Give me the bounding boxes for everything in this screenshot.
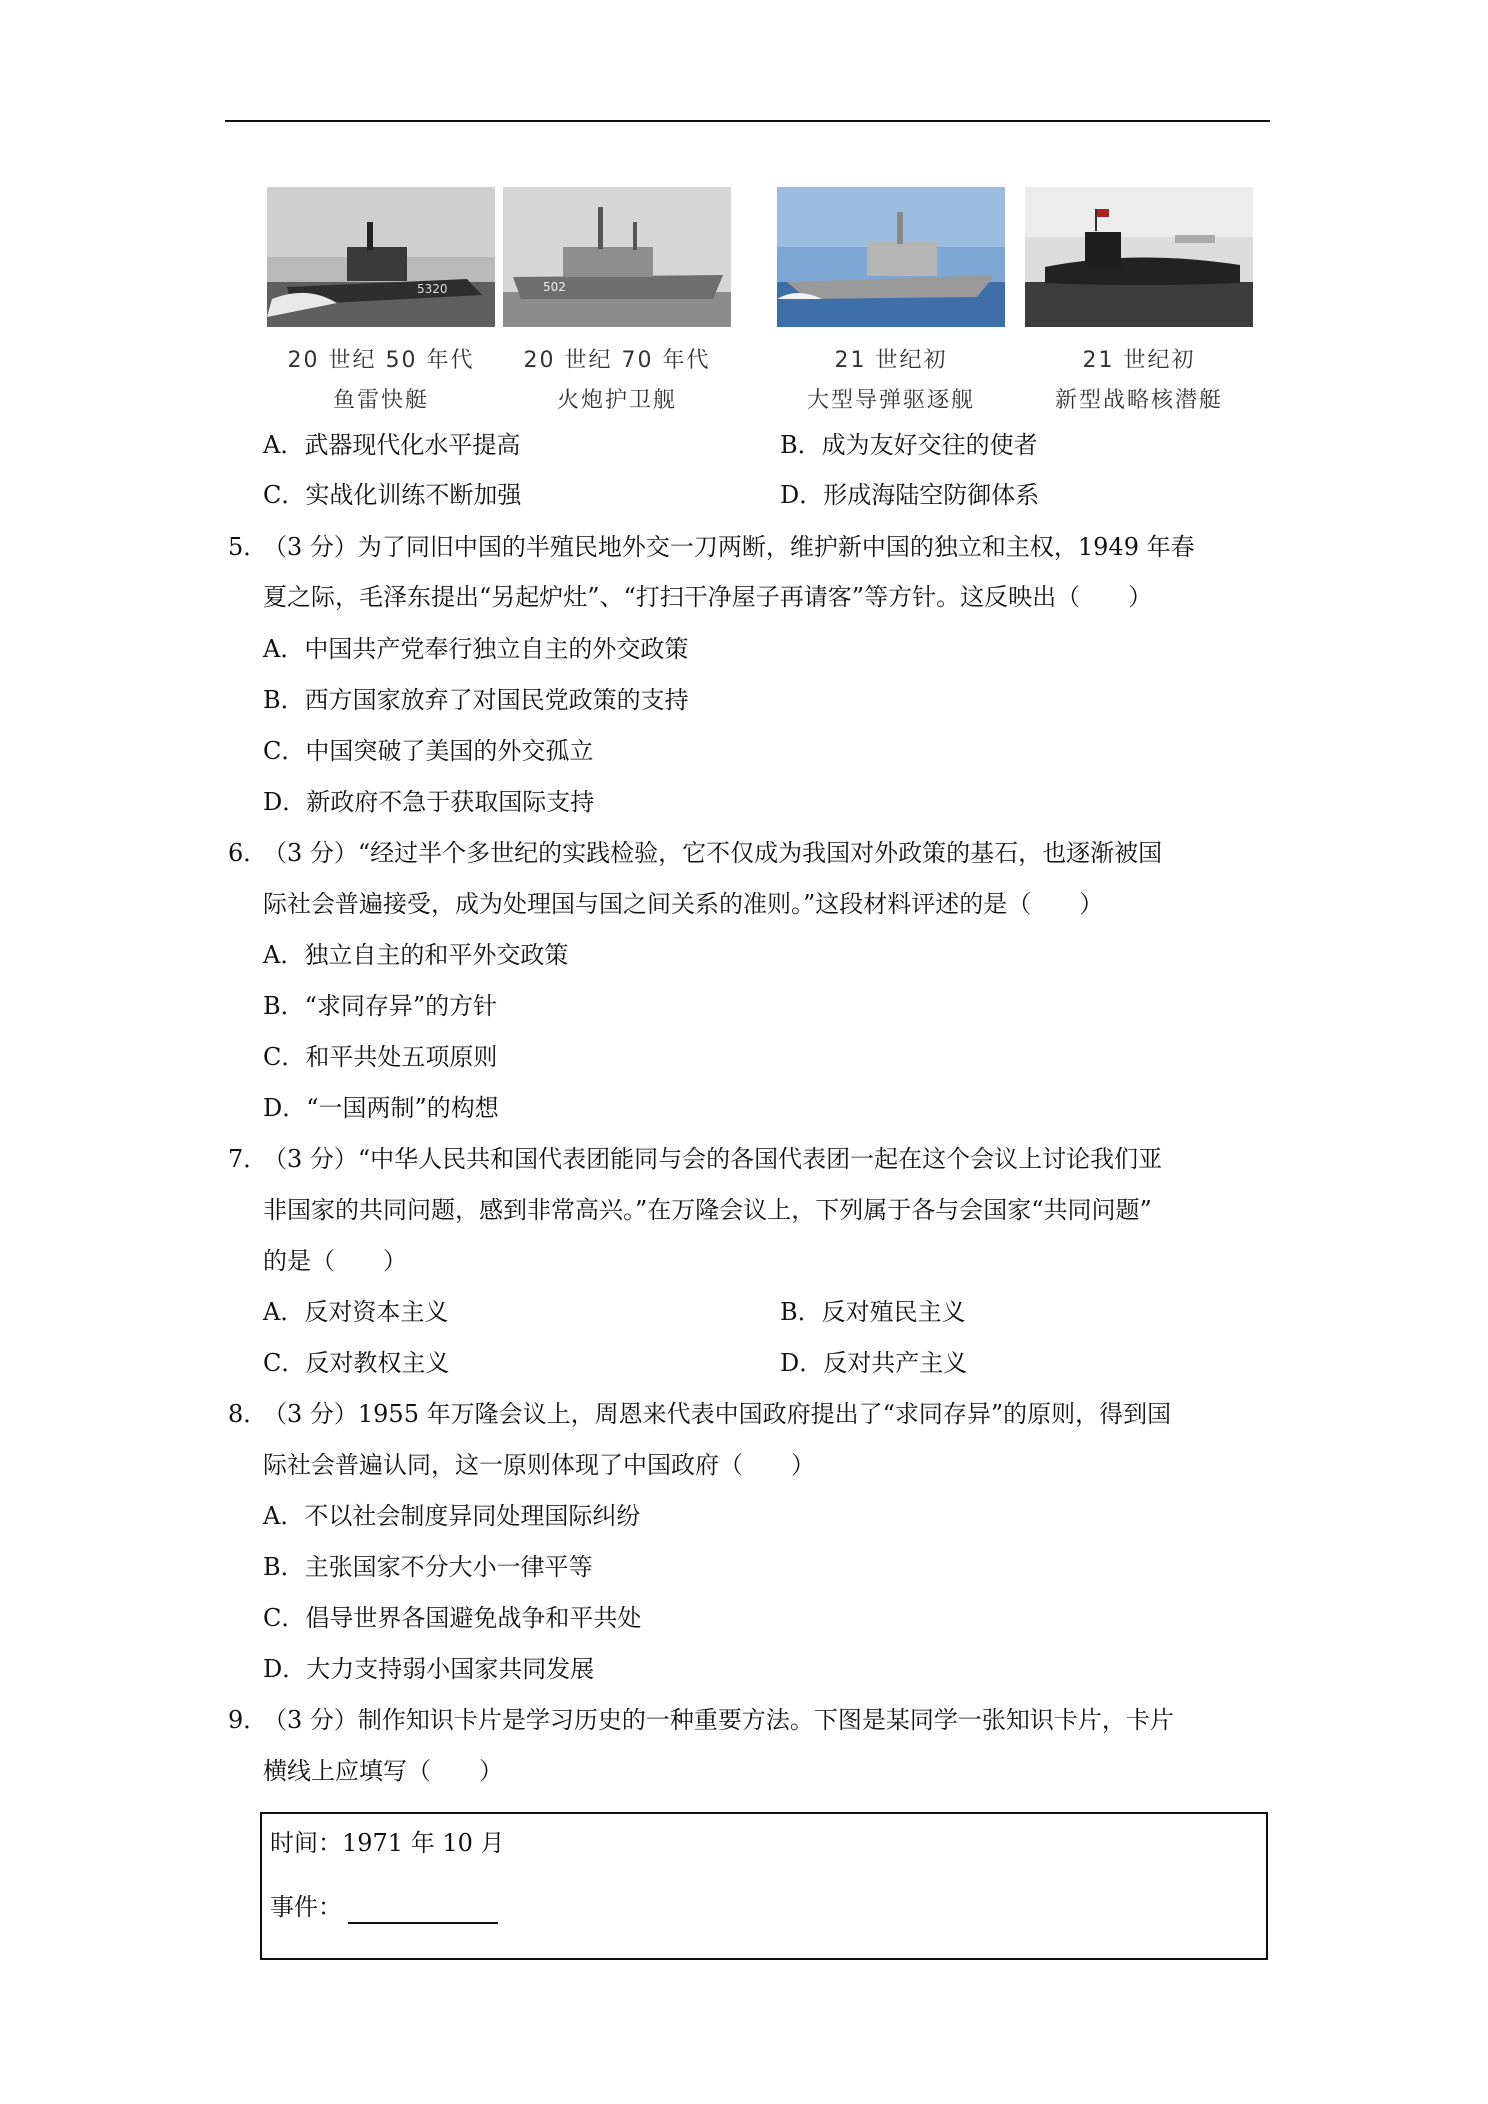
- q7-stem-line3: 的是（ ）: [263, 1247, 407, 1275]
- q6-option-d[interactable]: D．“一国两制”的构想: [263, 1094, 499, 1122]
- knowledge-card: [260, 1812, 1268, 1960]
- frigate-photo: [503, 187, 731, 327]
- photo-caption-type: 鱼雷快艇: [332, 388, 429, 413]
- q5-stem-line1: （3 分）为了同旧中国的半殖民地外交一刀两断，维护新中国的独立和主权，1949 年春: [263, 533, 1195, 561]
- photo-card-destroyer: [773, 183, 1019, 415]
- hull-number: 5320: [417, 282, 448, 296]
- card-event-label: 事件：: [270, 1893, 342, 1921]
- q6-option-a[interactable]: A．独立自主的和平外交政策: [263, 941, 569, 969]
- q8-option-c[interactable]: C．倡导世界各国避免战争和平共处: [263, 1604, 642, 1632]
- q8-option-d[interactable]: D．大力支持弱小国家共同发展: [263, 1655, 595, 1683]
- photo-caption-era: 21 世纪初: [834, 348, 948, 373]
- q7-number: 7．: [228, 1145, 268, 1173]
- photo-caption-era: 21 世纪初: [1082, 348, 1196, 373]
- q7-option-d[interactable]: D．反对共产主义: [780, 1349, 968, 1377]
- q6-number: 6．: [228, 839, 268, 867]
- warship-photo-strip: [263, 183, 1283, 415]
- q8-number: 8．: [228, 1400, 268, 1428]
- q8-stem-line2: 际社会普遍认同，这一原则体现了中国政府（ ）: [263, 1451, 815, 1479]
- photo-card-torpedo-boat: [263, 183, 509, 415]
- q5-option-a[interactable]: A．中国共产党奉行独立自主的外交政策: [263, 635, 689, 663]
- q9-number: 9．: [228, 1706, 268, 1734]
- q7-option-c[interactable]: C．反对教权主义: [263, 1349, 450, 1377]
- photo-caption-type: 火炮护卫舰: [556, 388, 677, 413]
- q7-option-a[interactable]: A．反对资本主义: [263, 1298, 449, 1326]
- q4-option-d[interactable]: D．形成海陆空防御体系: [780, 481, 1040, 509]
- q4-option-a[interactable]: A．武器现代化水平提高: [263, 431, 521, 459]
- q4-option-b[interactable]: B．成为友好交往的使者: [780, 431, 1038, 459]
- torpedo-boat-photo: [267, 187, 495, 327]
- q6-option-b[interactable]: B．“求同存异”的方针: [263, 992, 498, 1020]
- q6-stem-line1: （3 分）“经过半个多世纪的实践检验，它不仅成为我国对外政策的基石，也逐渐被国: [263, 839, 1163, 867]
- hull-number: 502: [543, 280, 566, 294]
- destroyer-photo: [777, 187, 1005, 327]
- photo-card-frigate: [499, 183, 745, 415]
- q8-option-a[interactable]: A．不以社会制度异同处理国际纠纷: [263, 1502, 641, 1530]
- q9-stem-line1: （3 分）制作知识卡片是学习历史的一种重要方法。下图是某同学一张知识卡片，卡片: [263, 1706, 1174, 1734]
- q5-option-c[interactable]: C．中国突破了美国的外交孤立: [263, 737, 594, 765]
- q8-stem-line1: （3 分）1955 年万隆会议上，周恩来代表中国政府提出了“求同存异”的原则，得到国: [263, 1400, 1172, 1428]
- q6-stem-line2: 际社会普遍接受，成为处理国与国之间关系的准则。”这段材料评述的是（ ）: [263, 890, 1104, 918]
- q4-option-c[interactable]: C．实战化训练不断加强: [263, 481, 522, 509]
- q5-number: 5．: [228, 533, 268, 561]
- q6-option-c[interactable]: C．和平共处五项原则: [263, 1043, 498, 1071]
- card-event-blank[interactable]: [348, 1896, 498, 1924]
- q7-stem-line2: 非国家的共同问题，感到非常高兴。”在万隆会议上，下列属于各与会国家“共同问题”: [263, 1196, 1152, 1224]
- photo-caption-type: 新型战略核潜艇: [1054, 388, 1223, 413]
- q9-stem-line2: 横线上应填写（ ）: [263, 1757, 503, 1785]
- q5-stem-line2: 夏之际，毛泽东提出“另起炉灶”、“打扫干净屋子再请客”等方针。这反映出（ ）: [263, 583, 1153, 611]
- card-event-row: [270, 1890, 498, 1924]
- photo-caption-type: 大型导弹驱逐舰: [806, 388, 975, 413]
- q5-option-d[interactable]: D．新政府不急于获取国际支持: [263, 788, 595, 816]
- photo-card-submarine: [1021, 183, 1267, 415]
- q8-option-b[interactable]: B．主张国家不分大小一律平等: [263, 1553, 593, 1581]
- q7-stem-line1: （3 分）“中华人民共和国代表团能同与会的各国代表团一起在这个会议上讨论我们亚: [263, 1145, 1163, 1173]
- q5-option-b[interactable]: B．西方国家放弃了对国民党政策的支持: [263, 686, 689, 714]
- photo-caption-era: 20 世纪 70 年代: [523, 348, 711, 373]
- card-time: 时间：1971 年 10 月: [270, 1829, 505, 1857]
- q7-option-b[interactable]: B．反对殖民主义: [780, 1298, 966, 1326]
- submarine-photo: [1025, 187, 1253, 327]
- header-rule: [225, 120, 1270, 122]
- photo-caption-era: 20 世纪 50 年代: [287, 348, 475, 373]
